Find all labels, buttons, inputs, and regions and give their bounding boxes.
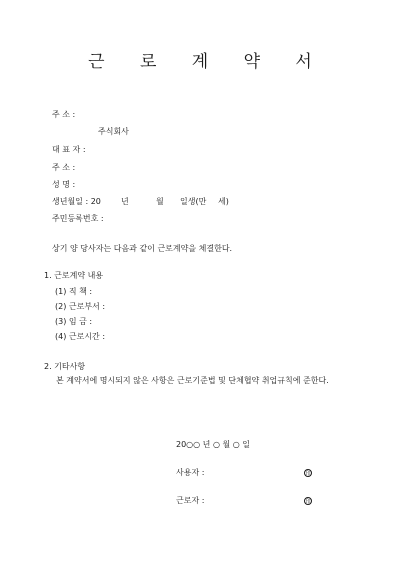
section1-item-department: (2) 근로부서 : (55, 302, 106, 311)
employee-signature-label: 근로자 : (176, 496, 205, 505)
section1-heading: 1. 근로계약 내용 (44, 271, 104, 280)
age-unit: 세) (218, 197, 229, 206)
signature-date: 20○○ 년 ○ 월 ○ 일 (176, 440, 251, 449)
employer-address-label: 주 소 : (52, 110, 76, 119)
document-title: 근 로 계 약 서 (88, 52, 327, 72)
section2-body: 본 계약서에 명시되지 않은 사항은 근로기준법 및 단체협약 취업규칙에 준한다. (56, 376, 329, 385)
employer-company-name: 주식회사 (98, 127, 129, 136)
birth-day-age: 일생(만 (180, 197, 207, 206)
section1-item-position: (1) 직 책 : (55, 287, 93, 296)
employer-seal-icon: 印 (305, 471, 311, 477)
employee-seal-icon: 印 (305, 499, 311, 505)
employee-name-label: 성 명 : (52, 180, 76, 189)
section2-heading: 2. 기타사항 (44, 362, 86, 371)
employee-resident-id-label: 주민등록번호 : (52, 214, 104, 223)
section1-item-wage: (3) 임 금 : (55, 317, 93, 326)
section1-item-hours: (4) 근로시간 : (55, 332, 106, 341)
birth-month-unit: 월 (156, 197, 164, 206)
birth-year-unit: 년 (121, 197, 129, 206)
employee-address-label: 주 소 : (52, 163, 76, 172)
employer-signature-label: 사용자 : (176, 468, 205, 477)
employee-birth-label: 생년월일 : 20 (52, 197, 101, 206)
intro-sentence: 상기 양 당사자는 다음과 같이 근로계약을 체결한다. (52, 244, 233, 253)
employer-representative-label: 대 표 자 : (52, 145, 86, 154)
